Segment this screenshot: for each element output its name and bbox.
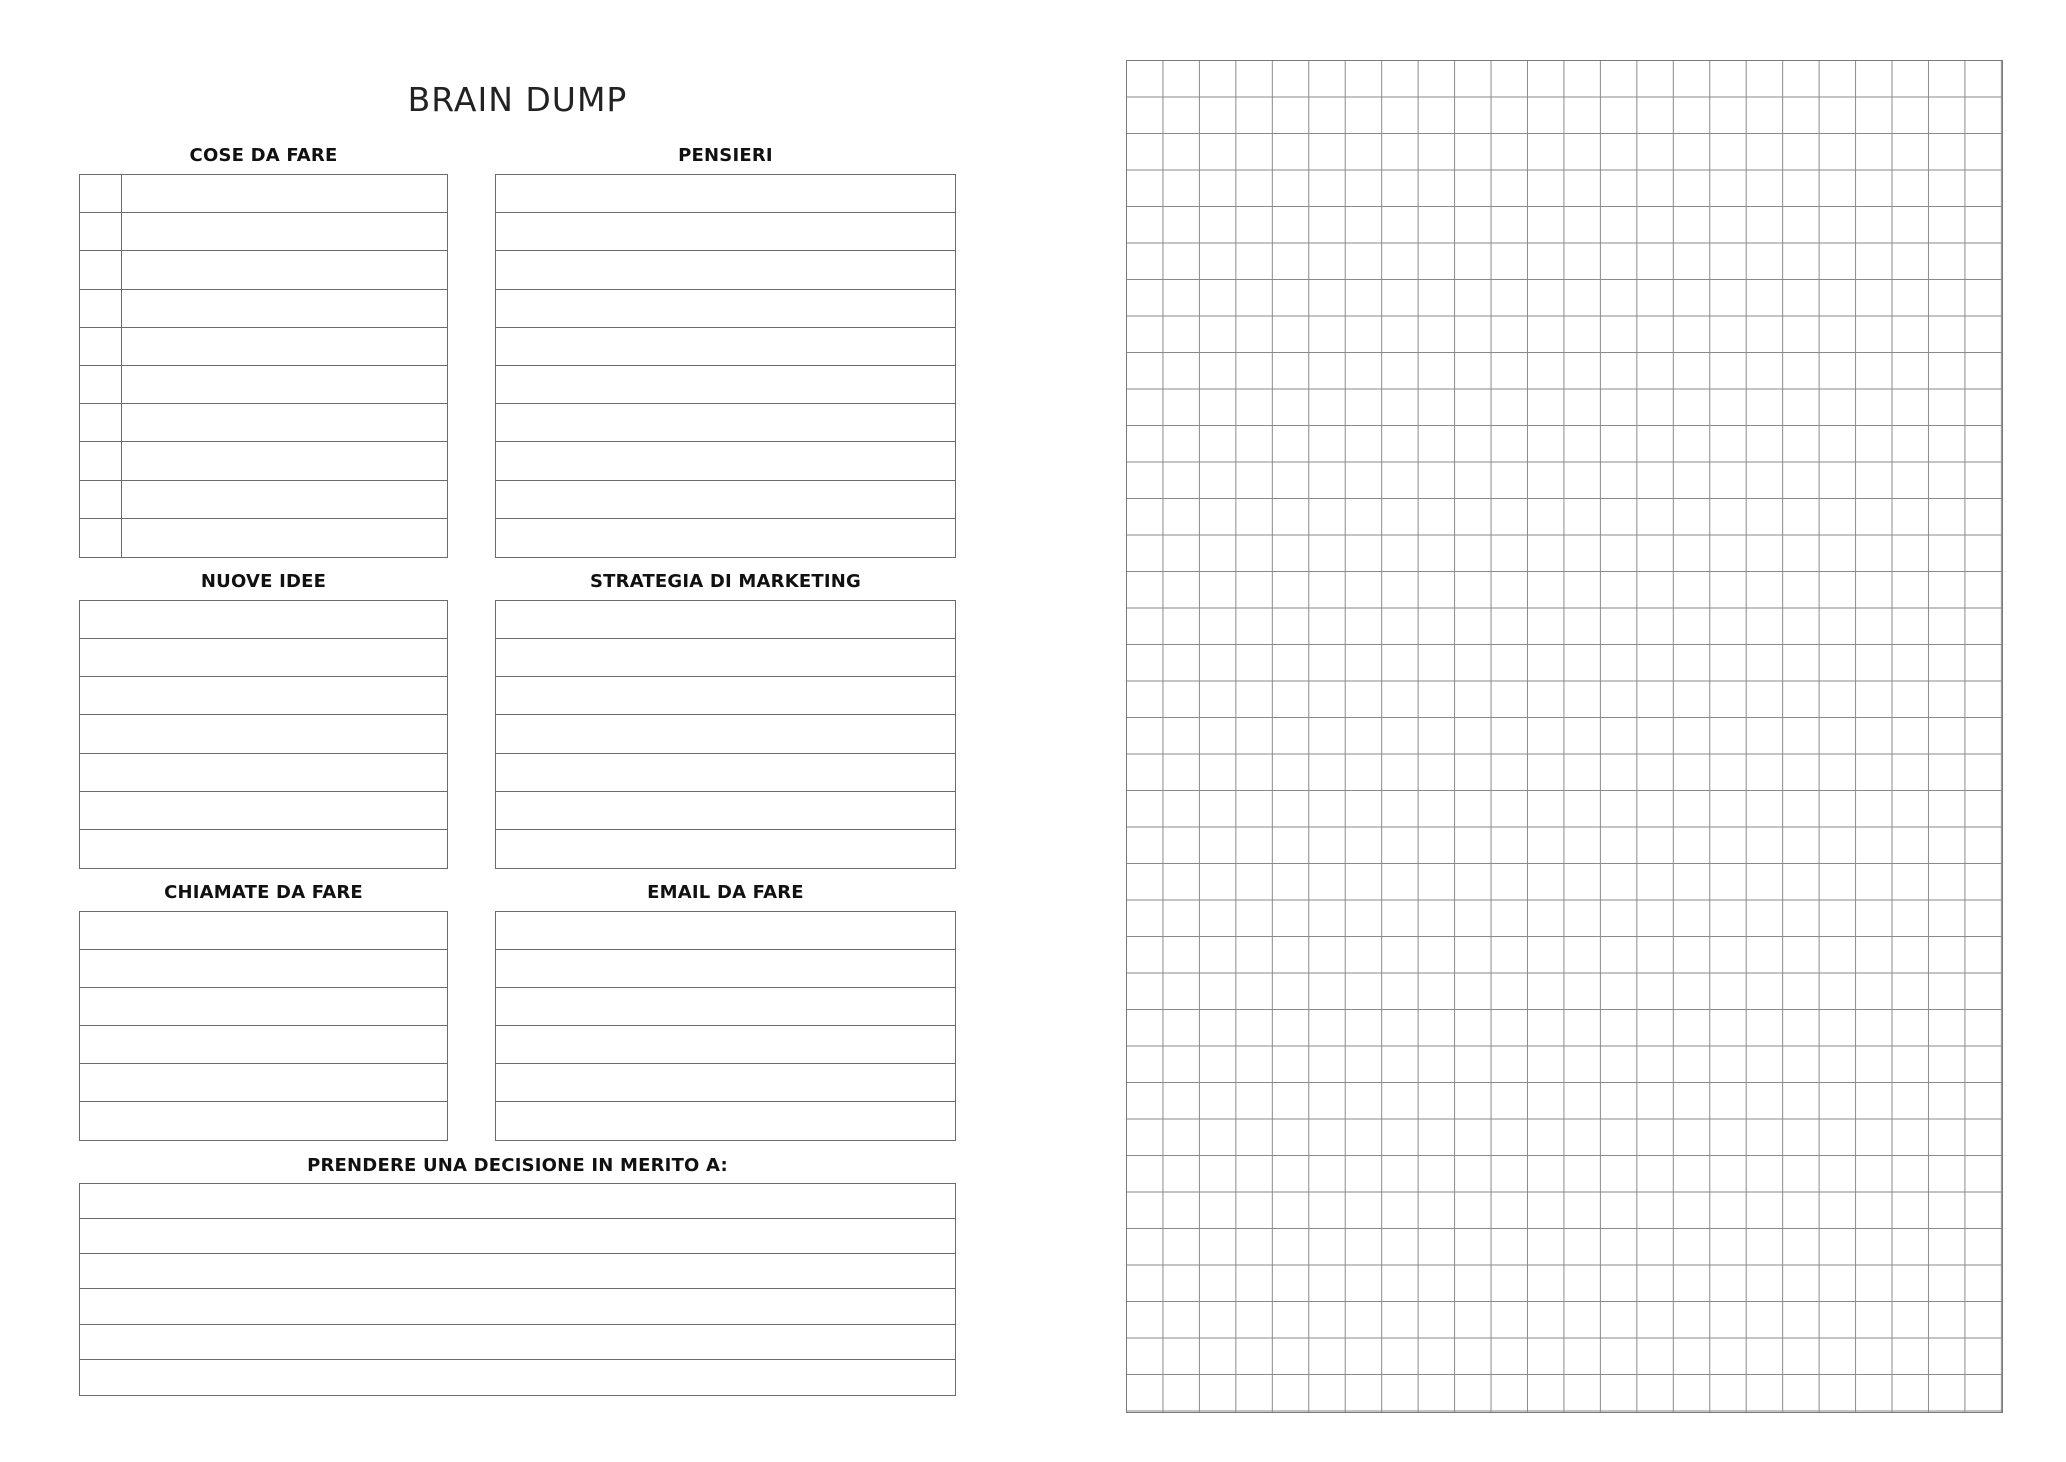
writing-line (496, 251, 955, 289)
checkbox-cell (80, 328, 122, 365)
writing-line (80, 1254, 955, 1289)
writing-line (80, 213, 447, 251)
emails-list (495, 911, 956, 1141)
writing-line (496, 792, 955, 830)
writing-line (80, 175, 447, 213)
thoughts-list (495, 174, 956, 558)
writing-line (496, 677, 955, 715)
grid-notes-page (1126, 60, 2003, 1413)
writing-line (496, 519, 955, 557)
checkbox-cell (80, 366, 122, 403)
checkbox-cell (80, 251, 122, 288)
checkbox-cell (80, 404, 122, 441)
writing-line (80, 988, 447, 1026)
writing-line (496, 1026, 955, 1064)
writing-line (80, 950, 447, 988)
section-label-decision: PRENDERE UNA DECISIONE IN MERITO A: (307, 1155, 728, 1176)
writing-line (80, 1219, 955, 1254)
writing-line (496, 328, 955, 366)
writing-line (80, 481, 447, 519)
section-label-emails: EMAIL DA FARE (647, 882, 804, 903)
writing-line (80, 754, 447, 792)
checkbox-cell (80, 290, 122, 327)
writing-line (496, 601, 955, 639)
writing-line (80, 639, 447, 677)
writing-line (80, 328, 447, 366)
writing-line (496, 950, 955, 988)
writing-line (80, 912, 447, 950)
writing-line (496, 1102, 955, 1140)
marketing-list (495, 600, 956, 869)
writing-line (80, 792, 447, 830)
writing-line (496, 715, 955, 753)
section-label-thoughts: PENSIERI (678, 145, 773, 166)
writing-line (80, 601, 447, 639)
writing-line (496, 988, 955, 1026)
writing-line (496, 481, 955, 519)
writing-line (80, 1360, 955, 1395)
writing-line (80, 830, 447, 868)
writing-line (496, 639, 955, 677)
writing-line (80, 715, 447, 753)
calls-list (79, 911, 448, 1141)
writing-line (80, 1064, 447, 1102)
section-label-calls: CHIAMATE DA FARE (164, 882, 363, 903)
writing-line (80, 677, 447, 715)
checkbox-cell (80, 442, 122, 479)
checkbox-cell (80, 481, 122, 518)
page-title: BRAIN DUMP (407, 80, 628, 119)
writing-line (80, 290, 447, 328)
writing-line (496, 213, 955, 251)
writing-line (80, 519, 447, 557)
writing-line (496, 366, 955, 404)
writing-line (496, 442, 955, 480)
ideas-list (79, 600, 448, 869)
checkbox-cell (80, 213, 122, 250)
writing-line (80, 366, 447, 404)
decision-list (79, 1183, 956, 1396)
section-label-marketing: STRATEGIA DI MARKETING (590, 571, 861, 592)
writing-line (80, 1026, 447, 1064)
writing-line (496, 830, 955, 868)
checkbox-cell (80, 519, 122, 557)
writing-line (496, 290, 955, 328)
writing-line (496, 754, 955, 792)
writing-line (80, 251, 447, 289)
writing-line (80, 404, 447, 442)
checkbox-cell (80, 175, 122, 212)
section-label-ideas: NUOVE IDEE (200, 571, 327, 592)
writing-line (496, 175, 955, 213)
writing-line (496, 1064, 955, 1102)
writing-line (80, 1289, 955, 1324)
writing-line (80, 1102, 447, 1140)
writing-line (496, 912, 955, 950)
writing-line (80, 442, 447, 480)
todo-list (79, 174, 448, 558)
section-label-todo: COSE DA FARE (189, 145, 338, 166)
writing-line (496, 404, 955, 442)
writing-line (80, 1325, 955, 1360)
writing-line (80, 1184, 955, 1219)
